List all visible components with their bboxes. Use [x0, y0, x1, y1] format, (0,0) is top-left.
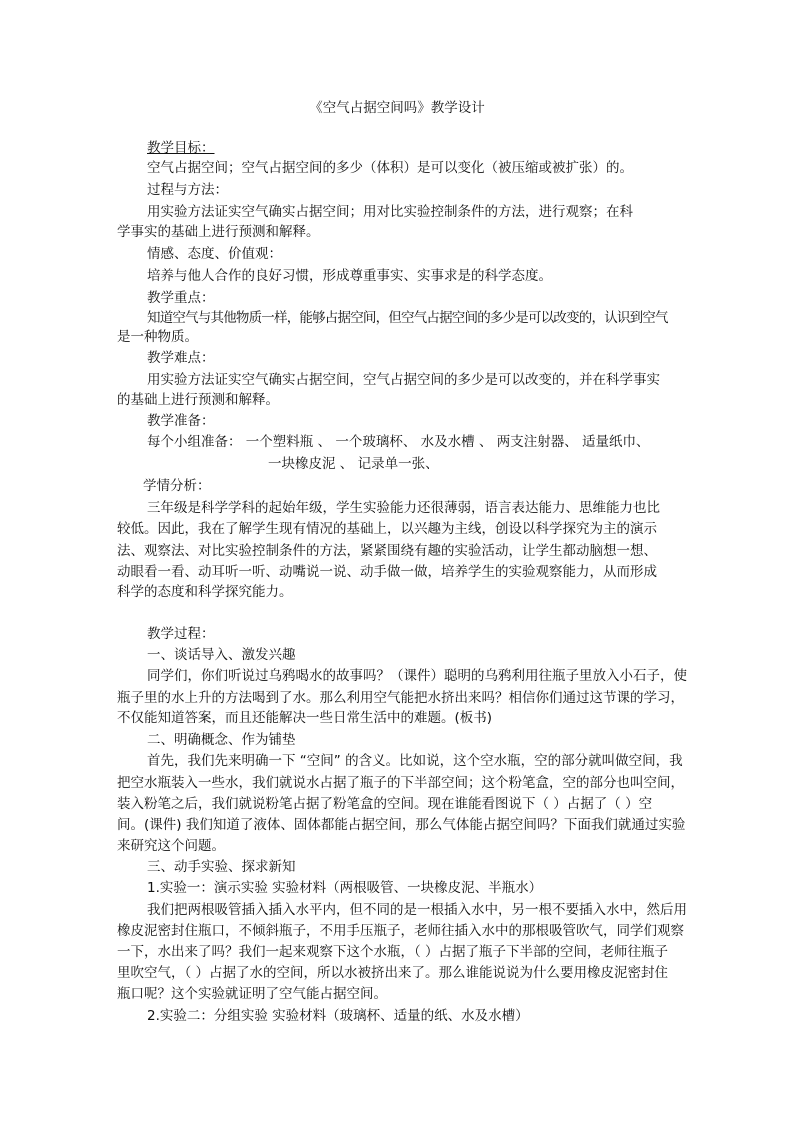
section-heading-objectives: 教学目标： — [147, 140, 215, 156]
paragraph-line: 里吹空气，（ ）占据了水的空间，所以水被挤出来了。那么谁能说说为什么要用橡皮泥密封住 — [117, 965, 669, 981]
paragraph-line: 学事实的基础上进行预测和解释。 — [117, 224, 320, 240]
experiment-heading: 2.实验二：分组实验 实验材料（玻璃杯、适量的纸、水及水槽） — [147, 1008, 529, 1024]
section-heading-analysis: 学情分析： — [143, 478, 211, 494]
subsection-heading: 三、动手实验、探求新知 — [147, 859, 296, 875]
paragraph-line: 是一种物质。 — [117, 329, 198, 345]
paragraph-line: 三年级是科学学科的起始年级，学生实验能力还很薄弱，语言表达能力、思维能力也比 — [147, 500, 660, 516]
paragraph-line: 间。(课件) 我们知道了液体、固体都能占据空间，那么气体能占据空间吗？下面我们就通过实验 — [117, 817, 686, 833]
paragraph-line: 我们把两根吸管插入插入水平内，但不同的是一根插入水中，另一根不要插入水中，然后用 — [147, 902, 687, 918]
paragraph-line: 较低。因此，我在了解学生现有情况的基础上，以兴趣为主线，创设以科学探究为主的演示 — [117, 521, 657, 537]
document-title: 《空气占据空间吗》教学设计 — [309, 100, 485, 116]
paragraph-line: 同学们，你们听说过乌鸦喝水的故事吗？（课件）聪明的乌鸦利用往瓶子里放入小石子，使 — [147, 668, 687, 684]
paragraph-line: 瓶口呢？这个实验就证明了空气能占据空间。 — [117, 986, 387, 1002]
paragraph-line: 用实验方法证实空气确实占据空间，空气占据空间的多少是可以改变的，并在科学事实 — [147, 372, 660, 388]
section-heading-teaching-process: 教学过程： — [147, 626, 215, 642]
paragraph-line: 培养与他人合作的良好习惯，形成尊重事实、实事求是的科学态度。 — [147, 268, 552, 284]
paragraph-line: 装入粉笔之后，我们就说粉笔占据了粉笔盒的空间。现在谁能看图说下（ ）占据了（ ）空 — [117, 796, 653, 812]
paragraph-line: 动眼看一看、动耳听一听、动嘴说一说、动手做一做，培养学生的实验观察能力，从而形成 — [117, 564, 657, 580]
paragraph-line: 知道空气与其他物质一样，能够占据空间，但空气占据空间的多少是可以改变的，认识到空气 — [147, 310, 668, 326]
paragraph-line: 来研究这个问题。 — [117, 838, 225, 854]
paragraph-line: 空气占据空间；空气占据空间的多少（体积）是可以变化（被压缩或被扩张）的。 — [147, 160, 633, 176]
paragraph-line: 一下，水出来了吗？我们一起来观察下这个水瓶，（ ）占据了瓶子下半部的空间，老师往瓶子 — [117, 944, 669, 960]
section-heading-emotion: 情感、态度、价值观： — [147, 246, 282, 262]
paragraph-line: 的基础上进行预测和解释。 — [117, 392, 279, 408]
experiment-heading: 1.实验一：演示实验 实验材料（两根吸管、一块橡皮泥、半瓶水） — [147, 880, 543, 896]
paragraph-line: 橡皮泥密封住瓶口，不倾斜瓶子，不用手压瓶子，老师往插入水中的那根吸管吹气，同学们观察 — [117, 923, 684, 939]
paragraph-line: 法、观察法、对比实验控制条件的方法，紧紧围绕有趣的实验活动，让学生都动脑想一想、 — [117, 543, 657, 559]
paragraph-line: 科学的态度和科学探究能力。 — [117, 584, 293, 600]
section-heading-difficulties: 教学难点： — [147, 350, 215, 366]
paragraph-line: 用实验方法证实空气确实占据空间；用对比实验控制条件的方法，进行观察；在科 — [147, 204, 633, 220]
paragraph-line: 瓶子里的水上升的方法喝到了水。那么利用空气能把水挤出来吗？相信你们通过这节课的学习， — [117, 690, 684, 706]
materials-line: 每个小组准备： 一个塑料瓶 、 一个玻璃杯、 水及水槽 、 两支注射器、 适量纸巾、 — [147, 434, 650, 450]
section-heading-process: 过程与方法： — [147, 182, 228, 198]
materials-line: 一块橡皮泥 、 记录单一张、 — [268, 456, 439, 472]
subsection-heading: 一、谈话导入、激发兴趣 — [147, 647, 296, 663]
subsection-heading: 二、明确概念、作为铺垫 — [147, 732, 296, 748]
section-heading-key-points: 教学重点： — [147, 290, 215, 306]
paragraph-line: 首先，我们先来明确一下 “空间” 的含义。比如说，这个空水瓶，空的部分就叫做空间，我 — [147, 753, 683, 769]
section-heading-preparation: 教学准备： — [147, 413, 215, 429]
paragraph-line: 不仅能知道答案，而且还能解决一些日常生活中的难题。(板书) — [117, 710, 493, 726]
paragraph-line: 把空水瓶装入一些水，我们就说水占据了瓶子的下半部空间；这个粉笔盒，空的部分也叫空间， — [117, 775, 684, 791]
